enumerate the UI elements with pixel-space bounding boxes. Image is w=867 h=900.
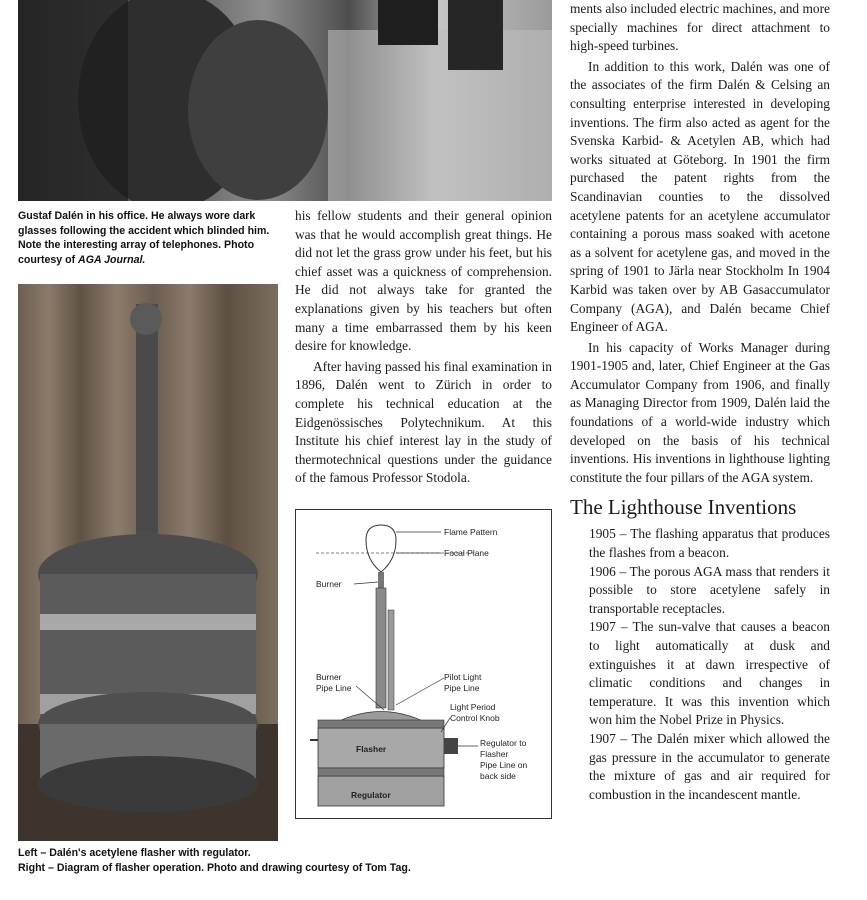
office-photo-caption-source: AGA Journal. [78,253,146,266]
right-paragraph-3: In his capacity of Works Manager during 1901-1905 and, later, Chief Engineer at the Gas Accumulator Company from 1906, and finally as Managing Director from 1909, Dalén laid the foundations of a world-wide industry which developed on the basis of his technical inventions. His inventions in lighthouse lighting constitute the four pillars of the AGA system. [570,339,830,485]
diagram-label-reg-3: Pipe Line on [480,760,528,770]
diagram-label-pilot-2: Pipe Line [444,683,480,693]
flasher-diagram-drawing [296,510,551,818]
invention-1905: 1905 – The flashing apparatus that produces the flashes from a beacon. [589,526,830,561]
diagram-label-burner-pipe-2: Pipe Line [316,683,352,693]
office-photo [18,0,552,201]
middle-paragraph-1: his fellow students and their general opinion was that he would accomplish great things. He did not let the grass grow under his feet, but his chief asset was a quickness of comprehension. He did not always take for granted the explanations given by his teachers but often many a time embarrassed them by his keen desire for knowledge. [295,208,552,354]
diagram-label-regulator: Regulator [351,790,391,800]
middle-column [295,207,552,488]
diagram-label-knob-1: Light Period [450,702,496,712]
office-photo-caption [18,209,286,267]
right-column [570,0,830,804]
invention-1906: 1906 – The porous AGA mass that renders it possible to store acetylene safely in transportable receptacles. [589,563,830,616]
invention-1907-mixer: 1907 – The Dalén mixer which allowed the gas pressure in the accumulator to generate the mixture of gas and air required for combustion in the incandescent mantle. [589,730,830,802]
flasher-caption-left: Left – Dalén's acetylene flasher with regulator. [18,847,251,859]
diagram-label-flame-pattern: Flame Pattern [444,527,498,537]
section-heading: The Lighthouse Inventions [570,495,797,520]
flasher-caption-right: Right – Diagram of flasher operation. Photo and drawing courtesy of Tom Tag. [18,861,411,874]
diagram-label-focal-plane: Focal Plane [444,548,489,558]
flasher-caption [18,846,538,875]
diagram-label-knob-2: Control Knob [450,713,500,723]
diagram-label-reg-2: Flasher [480,749,509,759]
flasher-diagram [295,509,552,819]
diagram-label-reg-1: Regulator to [480,738,527,748]
office-photo-caption-text: Gustaf Dalén in his office. He always wore dark glasses following the accident which blinded him. Note the interesting array of telephones. Photo courtesy of [18,210,270,266]
diagram-label-burner-pipe-1: Burner [316,672,342,682]
invention-1907-sun-valve: 1907 – The sun-valve that causes a beacon to light automatically at dusk and extinguishes it at dawn irrespective of climatic conditions and changes in temperature. It was this invention which won him the Nobel Prize in Physics. [589,619,830,728]
middle-paragraph-2: After having passed his final examination in 1896, Dalén went to Zürich in order to complete his technical education at the Eidgenössisches Polytechnikum. At this Institute his chief interest lay in the study of thermotechnical questions under the guidance of the famous Professor Stodola. [295,358,552,486]
diagram-label-pilot-1: Pilot Light [444,672,482,682]
diagram-label-reg-4: back side [480,771,516,781]
flasher-photo [18,284,278,841]
office-photo-drawing [18,0,552,201]
flasher-photo-drawing [18,284,278,841]
diagram-label-flasher: Flasher [356,744,387,754]
right-paragraph-2: In addition to this work, Dalén was one of the associates of the firm Dalén & Celsing an consulting enterprise interested in developing inventions. The firm also acted as agent for the Svenska Karbid- & Acetylen AB, which had works situated at Göteborg. In 1901 the firm purchased the patent rights from the Scandinavian counties to the dissolved acetylene patents for an acetylene accumulator containing a porous mass soaked with acetone as a solvent for acetylene gas, and moved in the spring of 1901 to Järla near Stockholm In 1904 Karbid was taken over by AB Gasaccumulator Company (AGA), and Dalén became Chief Engineer of AGA. [570,58,830,335]
right-paragraph-1: ments also included electric machines, and more specially machines for direct attachment to high-speed turbines. [570,1,830,54]
diagram-label-burner: Burner [316,579,342,589]
